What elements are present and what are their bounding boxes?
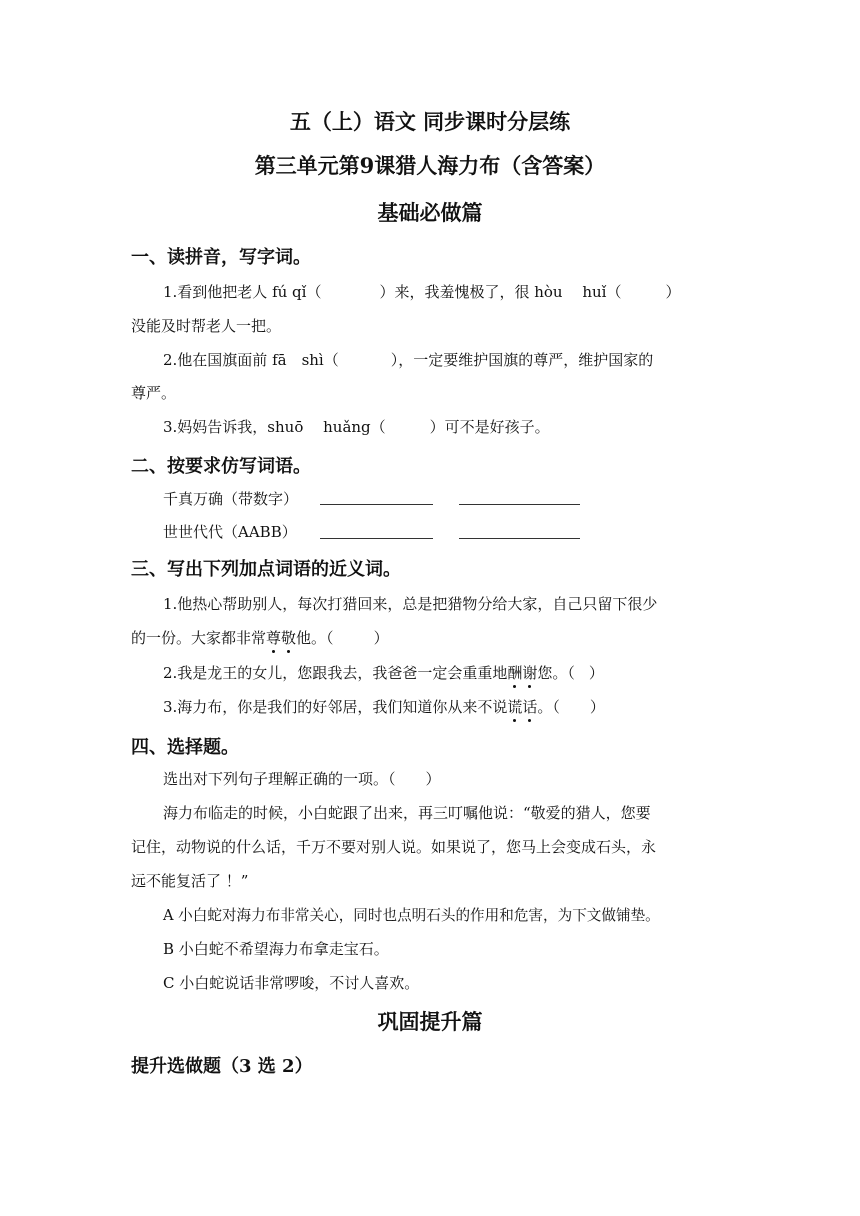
- lesson-title: 第三单元第9课猎人海力布（含答案）: [254, 153, 606, 178]
- passage-line-2: 记住，动物说的什么话，千万不要对别人说。如果说了，您马上会变成石头，永: [131, 838, 657, 856]
- section-5-heading: 提升选做题（3 选 2）: [131, 1056, 313, 1077]
- s1-q3-text-b: ）可不是好孩子。: [429, 418, 550, 436]
- s3-q1-text-e: ）: [373, 629, 389, 647]
- s1-q1-continued: 没能及时帮老人一把。: [131, 317, 282, 335]
- s1-q1-text-a: 1.看到他把老人 fú qǐ（: [163, 283, 322, 301]
- s1-question-2: [163, 349, 653, 370]
- s3-q2-text-b: 您。（: [537, 664, 575, 682]
- s3-question-3: [163, 696, 605, 717]
- option-b[interactable]: B 小白蛇不希望海力布拿走宝石。: [163, 940, 389, 958]
- section-2-heading: 二、按要求仿写词语。: [131, 456, 311, 477]
- s1-q2-text-b: ），一定要维护国旗的尊严，维护国家的: [390, 351, 654, 369]
- s4-prompt-close: ）: [425, 770, 441, 788]
- s2-row-2: [163, 521, 297, 542]
- basic-section-title: 基础必做篇: [377, 200, 483, 225]
- option-a[interactable]: A 小白蛇对海力布非常关心，同时也点明石头的作用和危害，为下文做铺垫。: [163, 907, 660, 924]
- s3-question-2: [163, 662, 604, 683]
- s3-q2-text-a: 2.我是龙王的女儿，您跟我去，我爸爸一定会重重地: [163, 664, 508, 682]
- passage-line-3: 远不能复活了 ！”: [131, 872, 249, 890]
- answer-line[interactable]: [320, 490, 433, 505]
- s2-row-1-label: 千真万确（带数字）: [163, 490, 299, 508]
- s3-q1-text-b: 的一份。大家都非常: [131, 629, 267, 647]
- passage-line-1: 海力布临走的时候，小白蛇跟了出来，再三叮嘱他说：“敬爱的猎人，您要: [163, 804, 651, 822]
- s3-q1-text: 1.他热心帮助别人，每次打猎回来，总是把猎物分给大家，自己只留下很少: [163, 595, 658, 613]
- dotted-char: 敬: [281, 629, 297, 647]
- s3-q1-continued: [131, 627, 389, 648]
- section-3-heading: 三、写出下列加点词语的近义词。: [131, 559, 401, 580]
- section-1-heading: 一、读拼音，写字词。: [131, 247, 311, 268]
- s3-q3-text-a: 3.海力布，你是我们的好邻居，我们知道你从来不说: [163, 698, 508, 716]
- advanced-section-title: 巩固提升篇: [377, 1009, 483, 1034]
- s1-q1-text-b: ）来，我羞愧极了，很 hòu huǐ（: [379, 283, 622, 301]
- answer-line[interactable]: [459, 490, 580, 505]
- section-4-heading: 四、选择题。: [131, 737, 239, 758]
- s3-q1-text-c: 他。（: [296, 629, 334, 647]
- answer-line[interactable]: [459, 524, 580, 539]
- s4-prompt: [163, 768, 441, 789]
- s3-q3-text-b: 。（: [537, 698, 560, 716]
- s1-q3-text-a: 3.妈妈告诉我，shuō huǎng（: [163, 418, 386, 436]
- s3-q2-text-c: ）: [588, 664, 604, 682]
- answer-line[interactable]: [320, 524, 433, 539]
- dotted-char: 话: [522, 698, 538, 716]
- s2-row-2-label: 世世代代（AABB）: [163, 523, 297, 541]
- worksheet-title: 五（上）语文 同步课时分层练: [289, 109, 571, 134]
- s1-q1-text-c: ）: [665, 283, 681, 301]
- dotted-char: 尊: [266, 629, 282, 647]
- s1-question-3: [163, 416, 550, 437]
- dotted-char: 酬: [507, 664, 523, 682]
- s3-q3-text-c: ）: [589, 698, 605, 716]
- s4-prompt-text: 选出对下列句子理解正确的一项。（: [163, 770, 396, 788]
- s2-row-1: [163, 488, 298, 509]
- dotted-char: 谎: [507, 698, 523, 716]
- s1-q2-text-a: 2.他在国旗面前 fā shì（: [163, 351, 339, 369]
- s1-q2-continued: 尊严。: [131, 384, 177, 402]
- option-c[interactable]: C 小白蛇说话非常啰唆，不讨人喜欢。: [163, 974, 420, 992]
- dotted-char: 谢: [522, 664, 538, 682]
- s1-question-1: [163, 281, 681, 302]
